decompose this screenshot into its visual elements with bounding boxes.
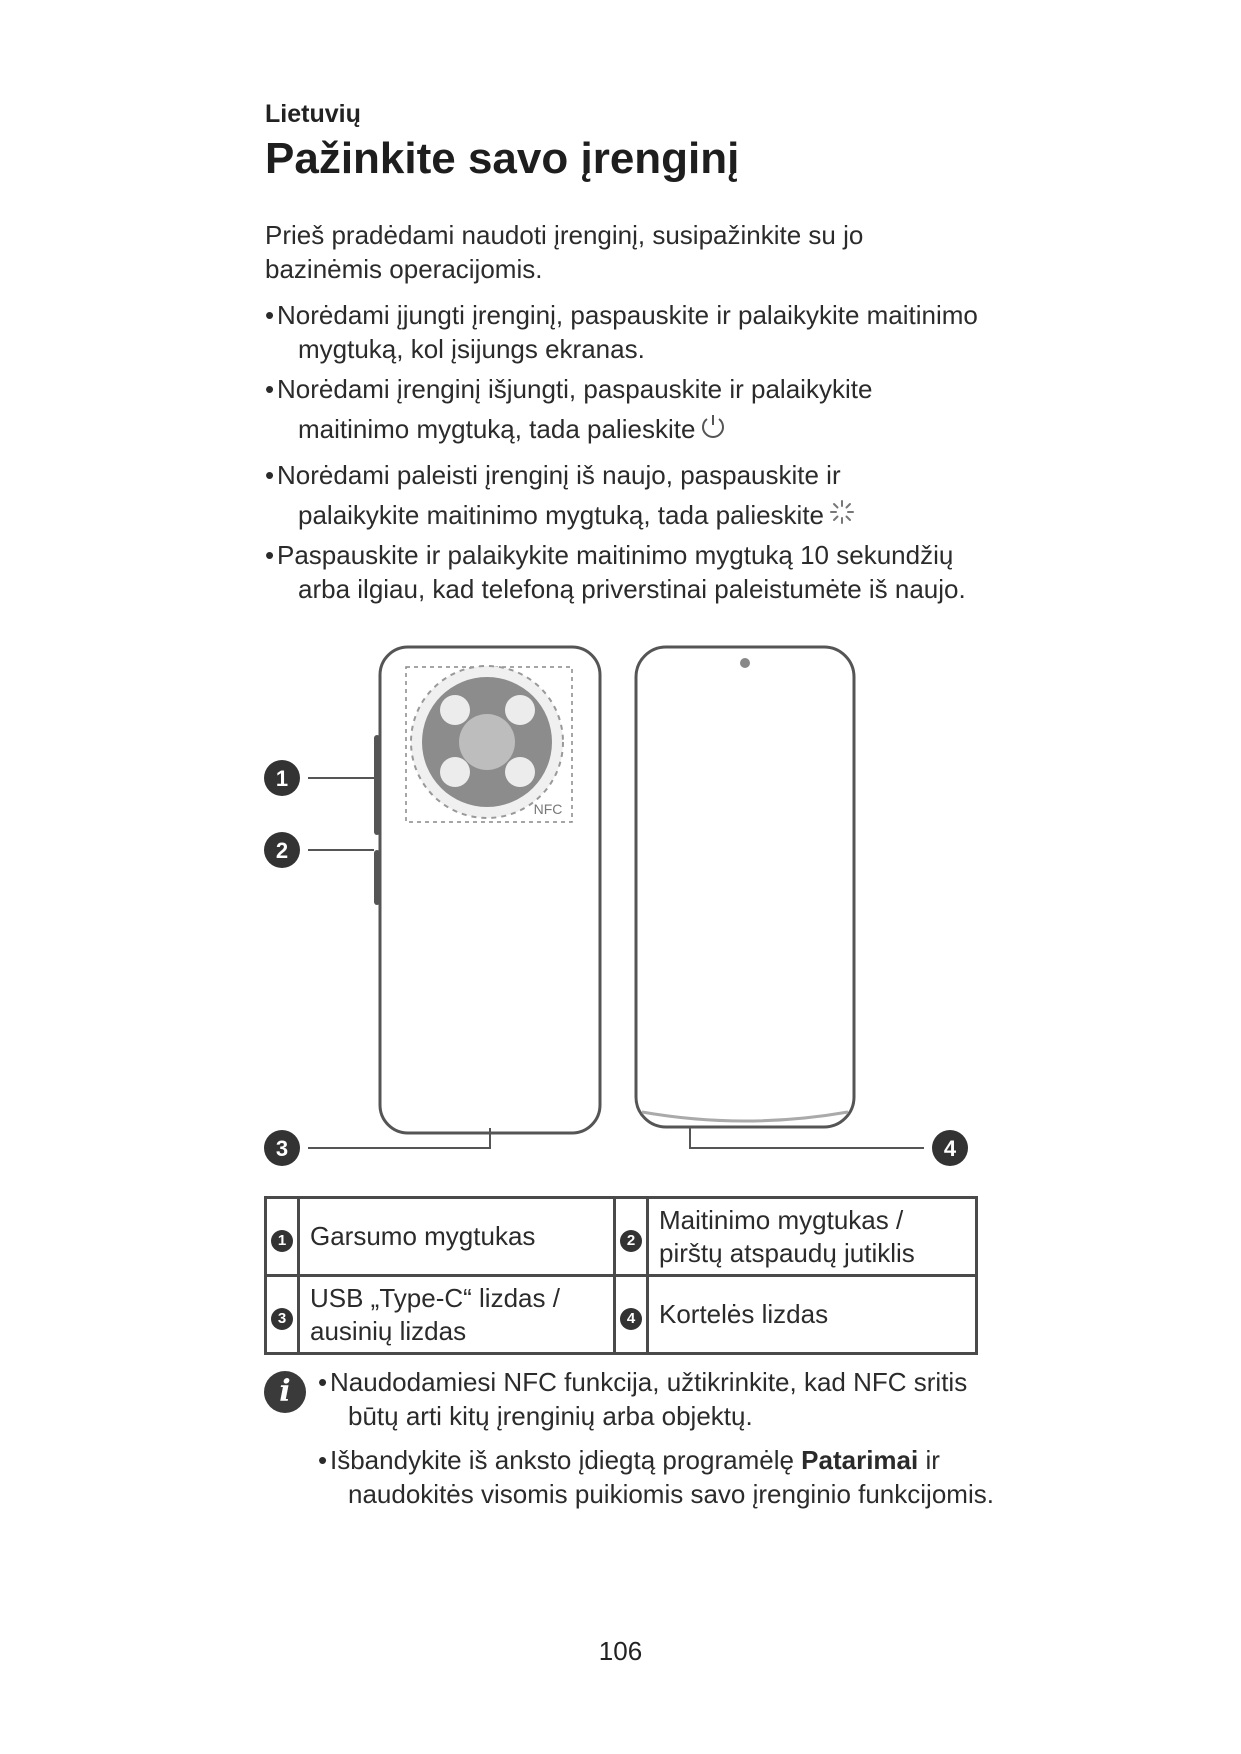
list-item-text: Norėdami įjungti įrenginį, paspauskite ir palaikykite maitinimo mygtuką, kol įsijungs ekranas. [277, 300, 978, 364]
legend-number: 3 [271, 1308, 293, 1330]
camera-lens [440, 695, 470, 725]
legend-label: Maitinimo mygtukas / pirštų atspaudų jutiklis [648, 1198, 977, 1276]
table-row [266, 1276, 977, 1354]
volume-button [374, 735, 380, 835]
camera-lens [440, 757, 470, 787]
legend-label: Garsumo mygtukas [299, 1198, 615, 1276]
list-item: • Norėdami paleisti įrenginį iš naujo, paspauskite ir palaikykite maitinimo mygtuką, tada palieskite [265, 458, 985, 538]
legend-number: 2 [620, 1230, 642, 1252]
note-text: Naudodamiesi NFC funkcija, užtikrinkite, kad NFC sritis būtų arti kitų įrenginių arba objektų. [330, 1367, 968, 1431]
legend-num-cell [266, 1276, 299, 1354]
power-button [374, 850, 380, 905]
page-title: Pažinkite savo įrenginį [265, 134, 740, 183]
camera-lens [505, 757, 535, 787]
legend-number: 1 [271, 1230, 293, 1252]
camera-lens [505, 695, 535, 725]
list-item: • Norėdami įjungti įrenginį, paspauskite ir palaikykite maitinimo mygtuką, kol įsijungs ekranas. [265, 300, 978, 364]
list-item-text: Norėdami įrenginį išjungti, paspauskite ir palaikykite [277, 374, 873, 404]
page-number: 106 [598, 1636, 643, 1666]
callout-1-number: 1 [275, 766, 289, 791]
table-row [266, 1198, 977, 1276]
list-item: • Naudodamiesi NFC funkcija, užtikrinkite, kad NFC sritis būtų arti kitų įrenginių arba objektų. [318, 1367, 968, 1431]
legend-num-cell [615, 1276, 648, 1354]
legend-label: Kortelės lizdas [648, 1276, 977, 1354]
callout-4-line [690, 1128, 924, 1148]
callout-4-number: 4 [943, 1136, 957, 1161]
note-text: ir naudokitės visomis puikiomis savo įrenginio funkcijomis. [348, 1445, 994, 1509]
legend-num-cell [615, 1198, 648, 1276]
list-item-text: palaikykite maitinimo mygtuką, tada palieskite [298, 500, 825, 530]
info-icon: i [264, 1371, 306, 1413]
callout-3-number: 3 [275, 1136, 289, 1161]
language-label: Lietuvių [265, 100, 361, 128]
legend-num-cell [266, 1198, 299, 1276]
intro-paragraph: Prieš pradėdami naudoti įrenginį, susipažinkite su jo bazinėmis operacijomis. [265, 220, 864, 284]
list-item: • Norėdami įrenginį išjungti, paspauskite ir palaikykite maitinimo mygtuką, tada palieskite [265, 372, 985, 452]
legend-number: 4 [620, 1308, 642, 1330]
nfc-label: NFC [533, 801, 563, 817]
notes-list [318, 1365, 998, 1521]
list-item-text: Paspauskite ir palaikykite maitinimo mygtuką 10 sekundžių arba ilgiau, kad telefoną priverstinai paleistumėte iš naujo. [277, 540, 966, 604]
note-text: Išbandykite iš anksto įdiegtą programėlę [330, 1445, 794, 1475]
phone-front [636, 647, 854, 1127]
list-item: • Paspauskite ir palaikykite maitinimo mygtuką 10 sekundžių arba ilgiau, kad telefoną priverstinai paleistumėte iš naujo. [265, 540, 966, 604]
list-item: • Išbandykite iš anksto įdiegtą programėlę Patarimai ir naudokitės visomis puikiomis savo įrenginio funkcijomis. [318, 1445, 994, 1509]
legend-label: USB „Type-C“ lizdas / ausinių lizdas [299, 1276, 615, 1354]
list-item-text: Norėdami paleisti įrenginį iš naujo, paspauskite ir [277, 460, 841, 490]
list-item-text: maitinimo mygtuką, tada palieskite [298, 414, 696, 444]
app-name-tips: Patarimai [801, 1445, 919, 1475]
legend-table [264, 1196, 978, 1355]
front-camera [740, 658, 750, 668]
callout-2-number: 2 [275, 838, 289, 863]
camera-lens [459, 714, 515, 770]
